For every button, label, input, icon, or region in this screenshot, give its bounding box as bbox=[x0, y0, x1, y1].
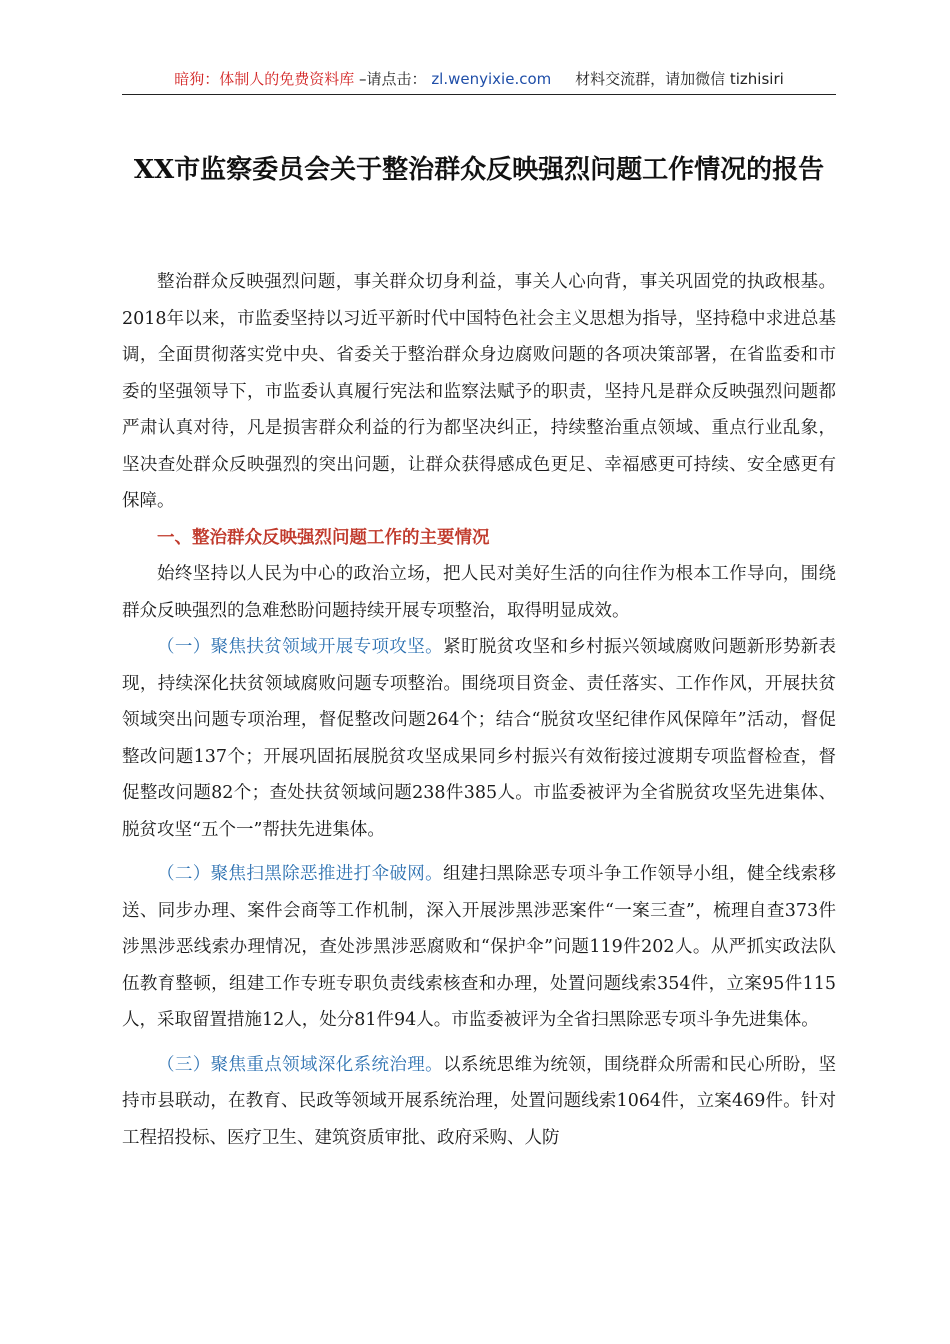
header-cta: –请点击： bbox=[359, 70, 427, 88]
item-heading: （一）聚焦扶贫领域开展专项攻坚。 bbox=[157, 637, 444, 657]
item-text: 以系统思维为统领，围绕群众所需和民心所盼，坚持市县联动，在教育、民政等领域开展系统治理，处置问题线索1064件，立案469件。针对工程招投标、医疗卫生、建筑资质审批、政府采购、人防 bbox=[122, 1054, 837, 1148]
header-link[interactable]: zl.wenyixie.com bbox=[431, 70, 552, 88]
item-heading: （三）聚焦重点领域深化系统治理。 bbox=[157, 1054, 444, 1075]
item-paragraph bbox=[122, 1047, 836, 1157]
header-brand: 暗狗：体制人的免费资料库 bbox=[174, 70, 355, 88]
document-body bbox=[122, 264, 836, 1156]
item-text: 组建扫黑除恶专项斗争工作领导小组，健全线索移送、同步办理、案件会商等工作机制，深入开展涉黑涉恶案件“一案三查”，梳理自查373件涉黑涉恶线索办理情况，查处涉黑涉恶腐败和“保护伞”问题119件202人。从严抓实政法队伍教育整顿，组建工作专班专职负责线索核查和办理，处置问题线索354件，立案95件115人，采取留置措施12人，处分81件94人。市监委被评为全省扫黑除恶专项斗争先进集体。 bbox=[122, 864, 837, 1030]
page-header bbox=[122, 64, 836, 95]
item-paragraph bbox=[122, 629, 836, 848]
intro-paragraph: 整治群众反映强烈问题，事关群众切身利益，事关人心向背，事关巩固党的执政根基。2018年以来，市监委坚持以习近平新时代中国特色社会主义思想为指导，坚持稳中求进总基调，全面贯彻落实党中央、省委关于整治群众身边腐败问题的各项决策部署，在省监委和市委的坚强领导下，市监委认真履行宪法和监察法赋予的职责，坚持凡是群众反映强烈问题都严肃认真对待，凡是损害群众利益的行为都坚决纠正，持续整治重点领域、重点行业乱象，坚决查处群众反映强烈的突出问题，让群众获得感成色更足、幸福感更可持续、安全感更有保障。 bbox=[122, 272, 836, 511]
item-heading: （二）聚焦扫黑除恶推进打伞破网。 bbox=[157, 864, 444, 884]
header-contact: 材料交流群，请加微信 tizhisiri bbox=[575, 70, 784, 88]
document-title: XX市监察委员会关于整治群众反映强烈问题工作情况的报告 bbox=[133, 155, 825, 185]
section-heading: 一、整治群众反映强烈问题工作的主要情况 bbox=[157, 527, 490, 548]
section-intro-paragraph: 始终坚持以人民为中心的政治立场，把人民对美好生活的向往作为根本工作导向，围绕群众反映强烈的急难愁盼问题持续开展专项整治，取得明显成效。 bbox=[122, 564, 836, 621]
item-text: 紧盯脱贫攻坚和乡村振兴领域腐败问题新形势新表现，持续深化扶贫领域腐败问题专项整治。围绕项目资金、责任落实、工作作风，开展扶贫领域突出问题专项治理，督促整改问题264个；结合“脱贫攻坚纪律作风保障年”活动，督促整改问题137个；开展巩固拓展脱贫攻坚成果同乡村振兴有效衔接过渡期专项监督检查，督促整改问题82个；查处扶贫领域问题238件385人。市监委被评为全省脱贫攻坚先进集体、脱贫攻坚“五个一”帮扶先进集体。 bbox=[122, 637, 837, 840]
item-paragraph bbox=[122, 856, 836, 1039]
